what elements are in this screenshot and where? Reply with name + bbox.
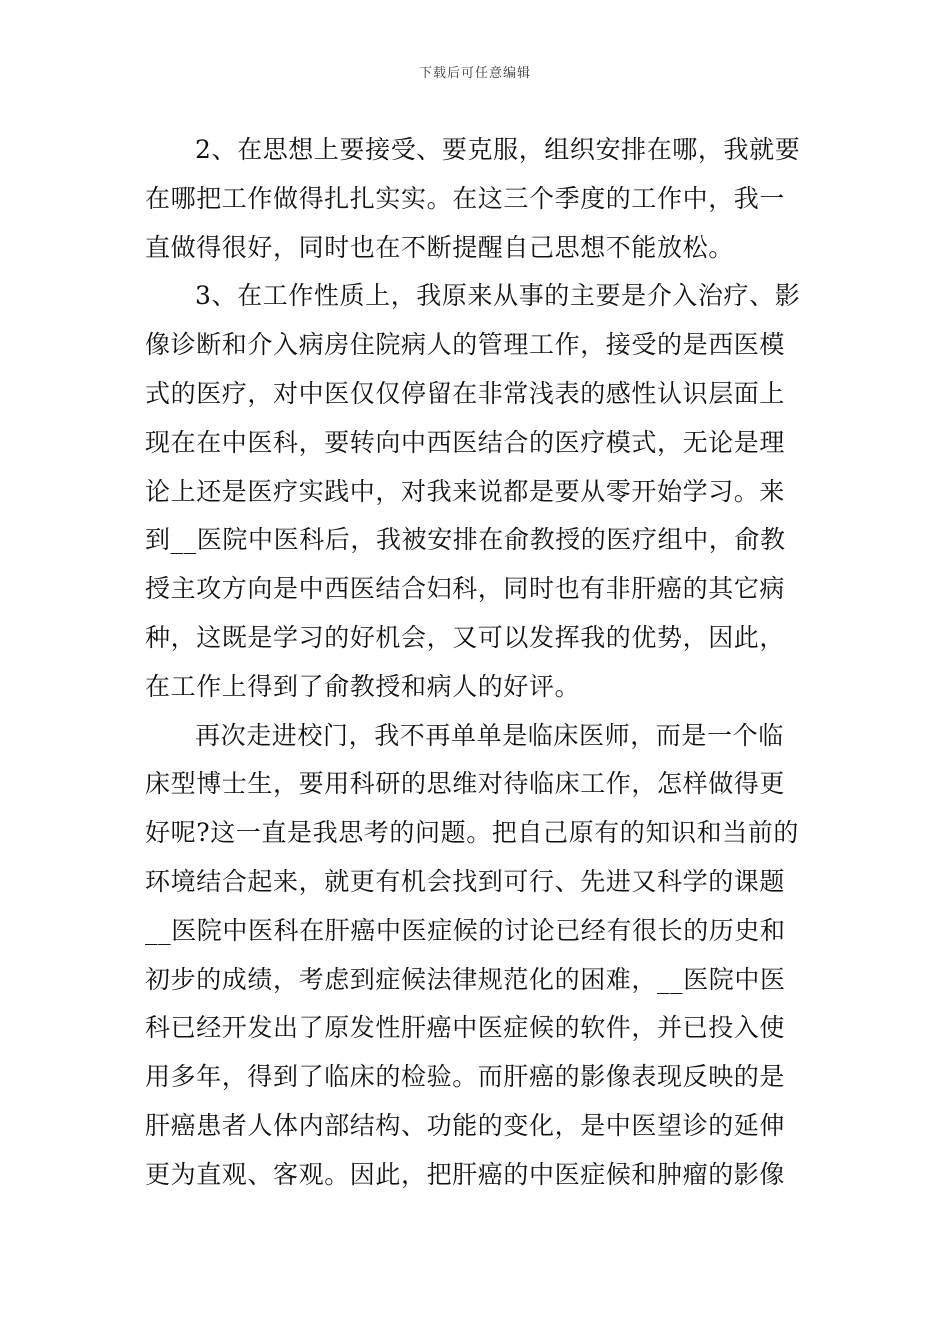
text-line: 直做得很好，同时也在不断提醒自己思想不能放松。 — [145, 232, 734, 262]
text-line: 种，这既是学习的好机会，又可以发挥我的优势，因此， — [145, 622, 786, 652]
text-line: 论上还是医疗实践中，对我来说都是要从零开始学习。来 — [145, 476, 786, 506]
text-line: 环境结合起来，就更有机会找到可行、先进又科学的课题 — [145, 866, 786, 896]
text-line: 授主攻方向是中西医结合妇科，同时也有非肝癌的其它病 — [145, 574, 786, 604]
text-line: 更为直观、客观。因此，把肝癌的中医症候和肿瘤的影像 — [145, 1159, 786, 1189]
text-line: 在工作上得到了俞教授和病人的好评。 — [145, 671, 581, 701]
text-line: 式的医疗，对中医仅仅停留在非常浅表的感性认识层面上 — [145, 378, 786, 408]
paragraph-3 — [145, 712, 807, 1200]
text-line: 科已经开发出了原发性肝癌中医症候的软件，并已投入使 — [145, 1013, 786, 1043]
document-body — [145, 126, 807, 1200]
text-line: 用多年，得到了临床的检验。而肝癌的影像表现反映的是 — [145, 1062, 786, 1092]
text-line: 现在在中医科，要转向中西医结合的医疗模式，无论是理 — [145, 427, 786, 457]
paragraph-1 — [145, 126, 807, 272]
text-line: 像诊断和介入病房住院病人的管理工作，接受的是西医模 — [145, 330, 786, 360]
paragraph-2 — [145, 272, 807, 711]
text-line: 床型博士生，要用科研的思维对待临床工作，怎样做得更 — [145, 769, 786, 799]
text-line: 2、在思想上要接受、要克服，组织安排在哪，我就要 — [195, 135, 801, 164]
text-line: 在哪把工作做得扎扎实实。在这三个季度的工作中，我一 — [145, 183, 786, 213]
text-line: 到__医院中医科后，我被安排在俞教授的医疗组中，俞教 — [145, 525, 786, 555]
page-header: 下载后可任意编辑 — [418, 66, 531, 81]
text-line: __医院中医科在肝癌中医症候的讨论已经有很长的历史和 — [145, 915, 786, 945]
text-line: 肝癌患者人体内部结构、功能的变化，是中医望诊的延伸 — [145, 1110, 786, 1140]
text-line: 初步的成绩，考虑到症候法律规范化的困难，__医院中医 — [145, 964, 786, 994]
text-line: 3、在工作性质上，我原来从事的主要是介入治疗、影 — [195, 281, 801, 311]
text-line: 好呢?这一直是我思考的问题。把自己原有的知识和当前的 — [145, 818, 800, 848]
text-line: 再次走进校门，我不再单单是临床医师，而是一个临 — [195, 720, 784, 750]
